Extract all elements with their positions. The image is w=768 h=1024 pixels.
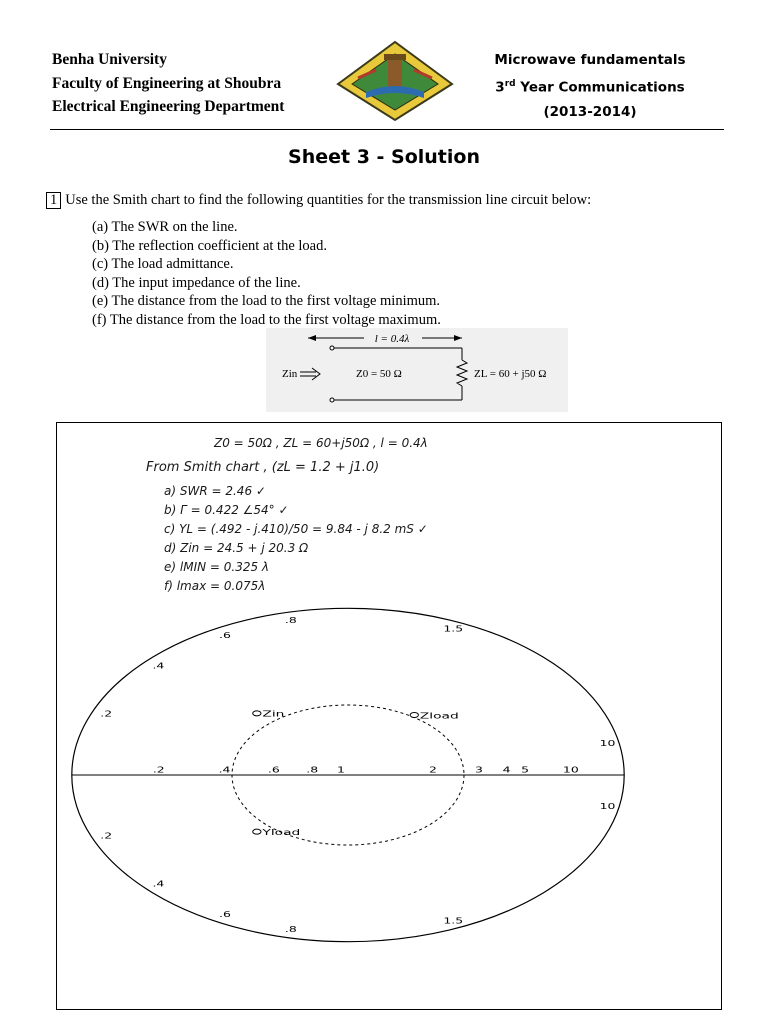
question-prompt: [46, 192, 591, 209]
answer-a: a) SWR = 2.46 ✓: [164, 484, 266, 498]
reactance-label: [443, 625, 463, 634]
real-axis-label: [475, 766, 483, 775]
z0-label: Z0 = 50 Ω: [356, 368, 402, 380]
zload-label: [420, 710, 459, 720]
zin-point: [253, 711, 261, 716]
reactance-label: [285, 616, 297, 625]
question-items: [92, 218, 441, 329]
reactance-arc: [348, 600, 638, 775]
zl-label: ZL = 60 + j50 Ω: [474, 368, 547, 380]
reactance-label: [219, 631, 231, 640]
answer-c: c) YL = (.492 - j.410)/50 = 9.84 - j 8.2 mS ✓: [164, 522, 428, 536]
real-axis-label: [503, 766, 511, 775]
question-text: Use the Smith chart to find the following quantities for the transmission line circuit below:: [65, 192, 592, 208]
reactance-label: [219, 911, 231, 920]
course-year: 3rd Year Communications: [495, 79, 685, 96]
reactance-arc: [486, 608, 638, 775]
answer-d: d) Zin = 24.5 + j 20.3 Ω: [164, 541, 309, 555]
course-session: (2013-2014): [543, 103, 637, 120]
reactance-arc: [72, 775, 638, 950]
reactance-label: [152, 880, 164, 889]
real-axis-label: [306, 766, 318, 775]
yload-point: [253, 829, 261, 834]
zin-label: [262, 709, 284, 719]
reactance-arc: [348, 775, 638, 950]
question-number: 1: [46, 192, 61, 209]
reactance-label: [600, 740, 616, 749]
header-divider: [50, 129, 724, 130]
reactance-label: [443, 917, 463, 926]
transmission-line-circuit: [266, 328, 568, 412]
from-smith-chart: From Smith chart , (zL = 1.2 + j1.0): [146, 460, 380, 475]
question-item: (f) The distance from the load to the first voltage maximum.: [92, 311, 441, 328]
department-name: Electrical Engineering Department: [52, 98, 285, 115]
question-item: (b) The reflection coefficient at the load.: [92, 237, 327, 254]
zin-label: Zin: [282, 368, 298, 380]
question-item: (e) The distance from the load to the first voltage minimum.: [92, 293, 441, 309]
real-axis-label: [429, 766, 437, 775]
reactance-label: [285, 925, 297, 934]
real-axis-label: [521, 766, 529, 775]
smith-chart: [58, 600, 638, 950]
real-axis-label: [563, 766, 579, 775]
answer-e: e) lMIN = 0.325 λ: [164, 560, 270, 574]
university-info: [52, 48, 284, 119]
real-axis-label: [268, 766, 280, 775]
line-length-label: l = 0.4λ: [374, 333, 410, 345]
answer-f: f) lmax = 0.075λ: [164, 579, 266, 593]
answer-b: b) Γ = 0.422 ∠54° ✓: [164, 503, 289, 517]
reactance-arc: [486, 775, 638, 942]
reactance-arc: [58, 600, 638, 775]
reactance-label: [152, 662, 164, 671]
page-title: Sheet 3 - Solution: [288, 146, 480, 168]
yload-label: [261, 827, 300, 837]
real-axis-label: [219, 766, 231, 775]
given-values: Z0 = 50Ω , ZL = 60+j50Ω , l = 0.4λ: [214, 436, 428, 450]
faculty-name: Faculty of Engineering at Shoubra: [52, 74, 282, 92]
real-axis-label: [337, 766, 345, 775]
question-item: (c) The load admittance.: [92, 256, 234, 272]
question-item: (d) The input impedance of the line.: [92, 274, 301, 291]
university-name: Benha University: [52, 51, 167, 68]
course-info: [470, 48, 710, 124]
course-name: Microwave fundamentals: [494, 52, 686, 68]
university-logo: [336, 40, 454, 122]
reactance-arc: [72, 600, 638, 775]
reactance-label: [600, 802, 616, 811]
real-axis-label: [153, 766, 165, 775]
question-item: (a) The SWR on the line.: [92, 219, 238, 235]
reactance-arc: [58, 775, 638, 950]
reactance-label: [100, 710, 112, 719]
reactance-label: [100, 832, 112, 841]
